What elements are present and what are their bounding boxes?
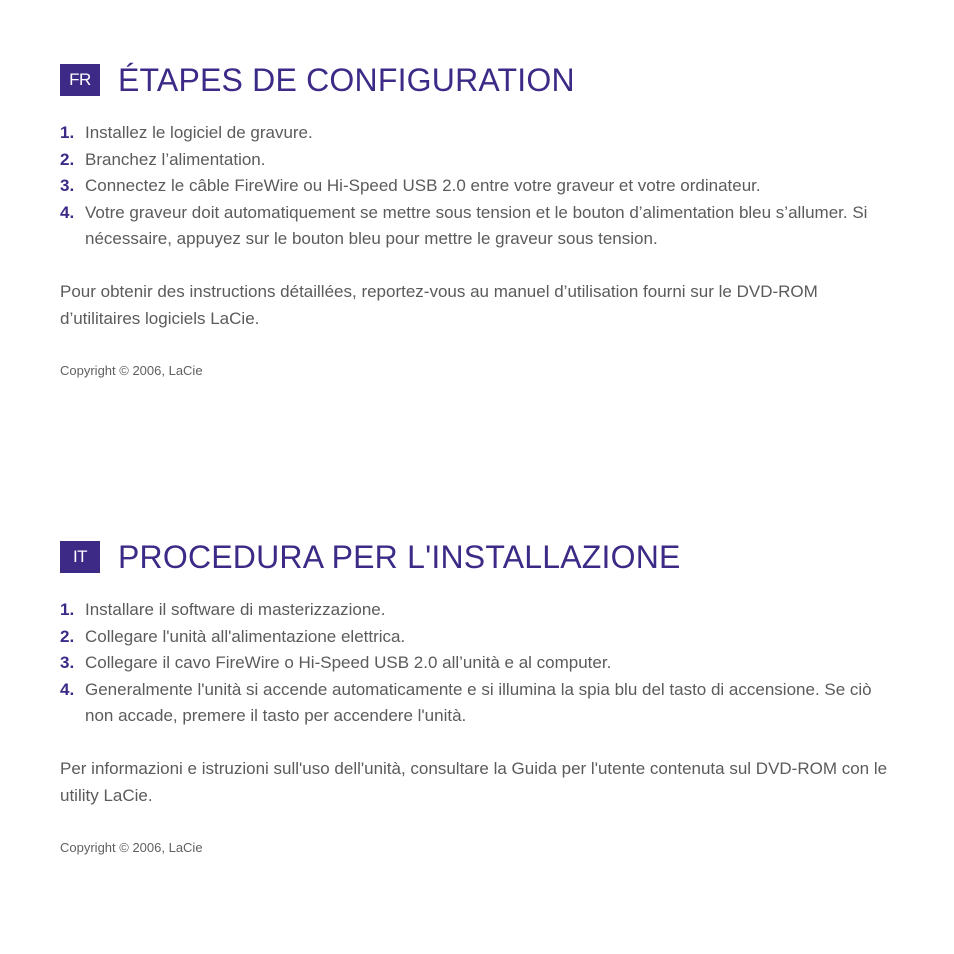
section-italian	[60, 539, 900, 856]
section-heading	[60, 62, 900, 98]
list-item	[60, 677, 900, 730]
list-item	[60, 147, 900, 174]
copyright-notice: Copyright © 2006, LaCie	[60, 840, 203, 856]
step-number: 4.	[60, 679, 75, 699]
step-text: Installez le logiciel de gravure.	[85, 123, 313, 142]
steps-list	[60, 597, 900, 730]
steps-list	[60, 120, 900, 253]
language-badge-it: IT	[60, 541, 100, 573]
section-title: ÉTAPES DE CONFIGURATION	[118, 62, 575, 98]
step-number: 3.	[60, 653, 75, 673]
step-text: Connectez le câble FireWire ou Hi-Speed USB 2.0 entre votre graveur et votre ordinateur.	[85, 176, 761, 196]
section-french	[60, 62, 900, 379]
list-item	[60, 173, 900, 200]
step-number: 2.	[60, 149, 75, 169]
copyright-notice: Copyright © 2006, LaCie	[60, 363, 203, 379]
language-badge-fr: FR	[60, 64, 100, 96]
list-item	[60, 624, 900, 651]
section-title: PROCEDURA PER L'INSTALLAZIONE	[118, 539, 681, 575]
step-text: Collegare l'unità all'alimentazione elettrica.	[85, 626, 406, 646]
list-item	[60, 120, 900, 147]
step-text: Branchez l’alimentation.	[85, 149, 266, 169]
instructions-note: Per informazioni e istruzioni sull'uso dell'unità, consultare la Guida per l'utente contenuta sul DVD-ROM con le utility LaCie.	[60, 758, 888, 805]
step-text: Installare il software di masterizzazione.	[85, 600, 386, 619]
section-heading	[60, 539, 900, 575]
step-text: Votre graveur doit automatiquement se mettre sous tension et le bouton d’alimentation bleu s’allumer. Si nécessaire, appuyez sur le bouton bleu pour mettre le graveur sous tension.	[85, 202, 868, 249]
instructions-note: Pour obtenir des instructions détaillées, reportez-vous au manuel d’utilisation fourni sur le DVD-ROM d’utilitaires logiciels LaCie.	[60, 281, 818, 328]
step-text: Collegare il cavo FireWire o Hi-Speed USB 2.0 all’unità e al computer.	[85, 653, 612, 673]
list-item	[60, 650, 900, 677]
step-number: 3.	[60, 176, 75, 196]
list-item	[60, 200, 900, 253]
step-number: 1.	[60, 600, 75, 619]
step-number: 1.	[60, 123, 75, 142]
step-number: 2.	[60, 626, 75, 646]
step-text: Generalmente l'unità si accende automaticamente e si illumina la spia blu del tasto di accensione. Se ciò non accade, premere il tasto per accendere l'unità.	[85, 679, 872, 726]
list-item	[60, 597, 900, 624]
step-number: 4.	[60, 202, 75, 222]
